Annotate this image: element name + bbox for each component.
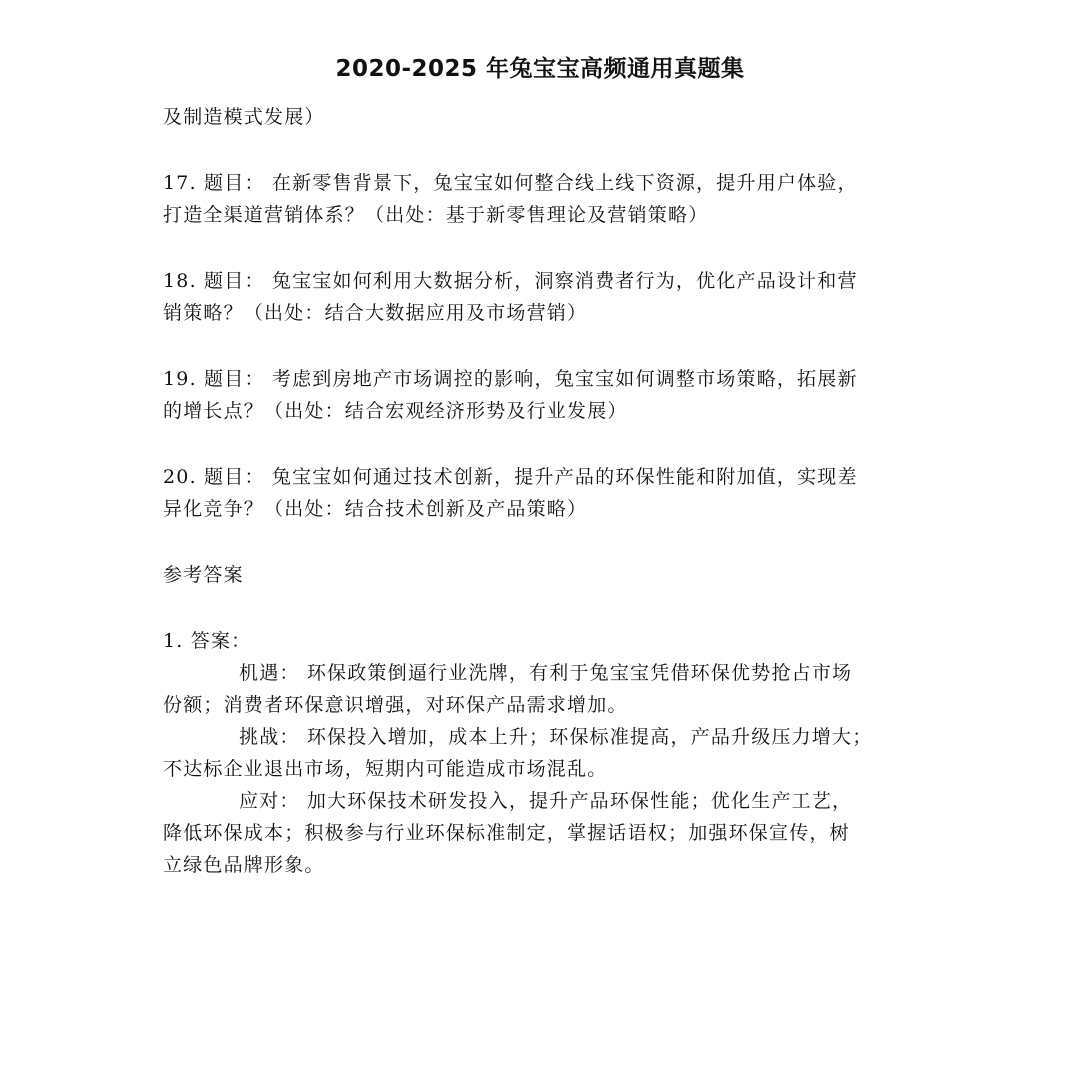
answer-challenge-line: 挑战： 环保投入增加，成本上升；环保标准提高，产品升级压力增大； (239, 726, 873, 748)
question-line: 18. 题目： 兔宝宝如何利用大数据分析，洞察消费者行为，优化产品设计和营 (163, 270, 858, 292)
answer-1 (163, 625, 933, 881)
question-line: 销策略？（出处：结合大数据应用及市场营销） (163, 302, 588, 324)
document-body (163, 101, 933, 881)
document-title: 2020-2025 年兔宝宝高频通用真题集 (335, 56, 745, 82)
question-line: 17. 题目： 在新零售背景下，兔宝宝如何整合线上线下资源，提升用户体验， (163, 172, 858, 194)
answer-response-line: 应对： 加大环保技术研发投入，提升产品环保性能；优化生产工艺， (239, 790, 853, 812)
answer-response-line: 立绿色品牌形象。 (163, 854, 325, 876)
question-20 (163, 461, 933, 525)
answer-opportunity-line: 份额；消费者环保意识增强，对环保产品需求增加。 (163, 694, 628, 716)
answer-opportunity-line: 机遇： 环保政策倒逼行业洗牌，有利于兔宝宝凭借环保优势抢占市场 (239, 662, 853, 684)
question-line: 19. 题目： 考虑到房地产市场调控的影响，兔宝宝如何调整市场策略，拓展新 (163, 368, 858, 390)
answer-challenge-line: 不达标企业退出市场，短期内可能造成市场混乱。 (163, 758, 608, 780)
question-line: 异化竞争？（出处：结合技术创新及产品策略） (163, 498, 588, 520)
question-18 (163, 265, 933, 329)
question-19 (163, 363, 933, 427)
question-line: 20. 题目： 兔宝宝如何通过技术创新，提升产品的环保性能和附加值，实现差 (163, 466, 858, 488)
question-line: 的增长点？（出处：结合宏观经济形势及行业发展） (163, 400, 628, 422)
answer-label: 1. 答案： (163, 630, 252, 652)
question-17 (163, 167, 933, 231)
continuation-text: 及制造模式发展） (163, 106, 325, 128)
answer-response-line: 降低环保成本；积极参与行业环保标准制定，掌握话语权；加强环保宣传，树 (163, 822, 850, 844)
answers-heading: 参考答案 (163, 564, 244, 586)
question-line: 打造全渠道营销体系？（出处：基于新零售理论及营销策略） (163, 204, 709, 226)
